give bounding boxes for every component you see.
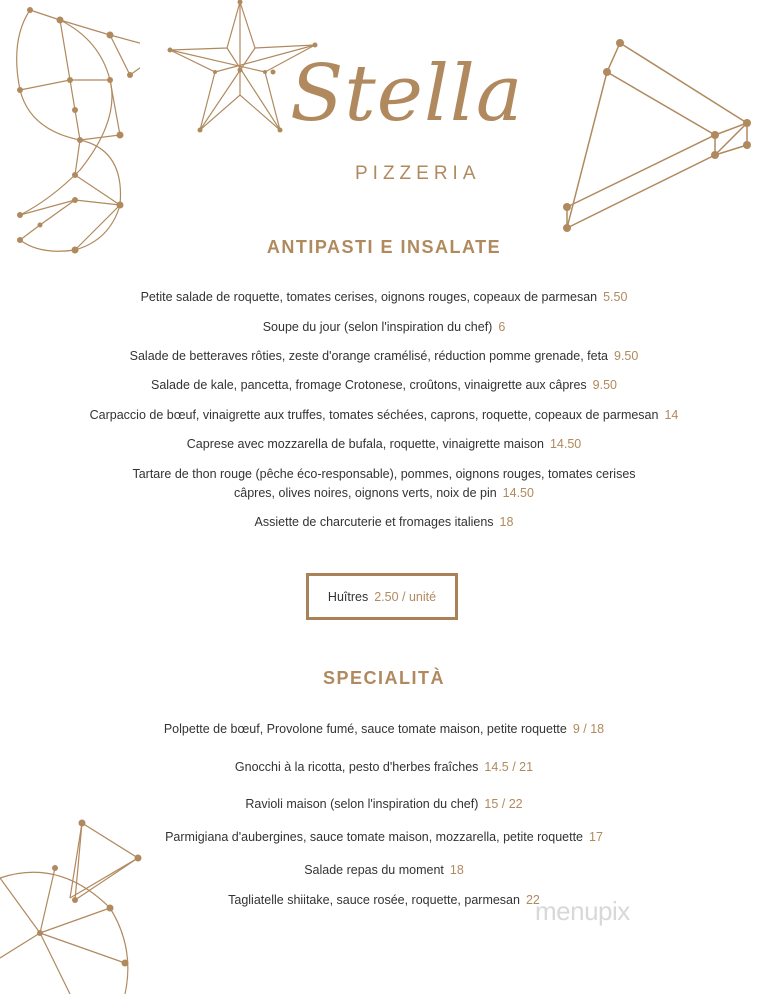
item-price: 15 / 22 xyxy=(484,797,523,811)
item-price: 5.50 xyxy=(603,290,628,304)
item-price: 14.50 xyxy=(502,486,534,500)
item-name: Salade repas du moment xyxy=(304,863,444,877)
item-price: 14 xyxy=(664,408,679,422)
item-name: Gnocchi à la ricotta, pesto d'herbes fraîches xyxy=(234,760,479,774)
item-name: Assiette de charcuterie et fromages italiens xyxy=(254,515,494,529)
item-price: 14.50 xyxy=(549,437,582,451)
constellation-swirl-icon xyxy=(0,0,140,260)
item-name: Petite salade de roquette, tomates cerises, oignons rouges, copeaux de parmesan xyxy=(140,290,598,304)
menu-item xyxy=(0,861,768,880)
item-price: 18 xyxy=(449,863,464,877)
item-price: 14.5 / 21 xyxy=(484,760,534,774)
menu-item xyxy=(0,758,768,777)
menu-item xyxy=(0,435,768,454)
item-name: Parmigiana d'aubergines, sauce tomate maison, mozzarella, petite roquette xyxy=(165,830,583,844)
menu-item xyxy=(0,318,768,337)
menu-item xyxy=(0,513,768,532)
menu-item-continued xyxy=(0,484,768,503)
menu-item xyxy=(0,720,768,739)
huitres-box xyxy=(306,573,458,620)
item-name: Caprese avec mozzarella de bufala, roquette, vinaigrette maison xyxy=(186,437,544,451)
huitres-price: 2.50 / unité xyxy=(374,590,437,604)
item-name: Salade de kale, pancetta, fromage Crotonese, croûtons, vinaigrette aux câpres xyxy=(150,378,587,392)
item-price: 9.50 xyxy=(614,349,639,363)
item-name: Tartare de thon rouge (pêche éco-responsable), pommes, oignons rouges, tomates cerises xyxy=(132,467,636,481)
menu-item xyxy=(0,795,768,814)
menu-item xyxy=(0,828,768,847)
item-name: Tagliatelle shiitake, sauce rosée, roquette, parmesan xyxy=(228,893,520,907)
item-name: Polpette de bœuf, Provolone fumé, sauce tomate maison, petite roquette xyxy=(163,722,567,736)
item-price: 22 xyxy=(525,893,540,907)
huitres-name: Huîtres xyxy=(327,590,369,604)
watermark: menupix xyxy=(535,896,630,926)
brand-logo xyxy=(290,49,524,139)
section-title-specialita: SPECIALITÀ xyxy=(322,668,445,688)
item-name: Carpaccio de bœuf, vinaigrette aux truffes, tomates séchées, caprons, roquette, copeaux de parmesan xyxy=(89,408,659,422)
item-price: 9.50 xyxy=(592,378,618,392)
section-title-antipasti: ANTIPASTI E INSALATE xyxy=(266,237,502,257)
item-price: 18 xyxy=(499,515,514,529)
item-name: Ravioli maison (selon l'inspiration du chef) xyxy=(245,797,479,811)
menu-item xyxy=(0,288,768,307)
item-price: 17 xyxy=(589,830,603,844)
item-price: 9 / 18 xyxy=(572,722,605,736)
menu-item xyxy=(0,891,768,910)
item-name: Soupe du jour (selon l'inspiration du chef) xyxy=(262,320,493,334)
brand-subtitle: PIZZERIA xyxy=(355,163,481,184)
menu-item xyxy=(0,465,768,484)
menu-item xyxy=(0,376,768,395)
item-name: Salade de betteraves rôties, zeste d'orange cramélisé, réduction pomme grenade, feta xyxy=(129,349,608,363)
brand-name: Stella xyxy=(290,49,524,139)
item-price: 6 xyxy=(498,320,506,334)
menu-item xyxy=(0,347,768,366)
menu-item xyxy=(0,406,768,425)
item-name: câpres, olives noires, oignons verts, noix de pin xyxy=(234,486,497,500)
pizza-slice-icon xyxy=(555,35,760,240)
